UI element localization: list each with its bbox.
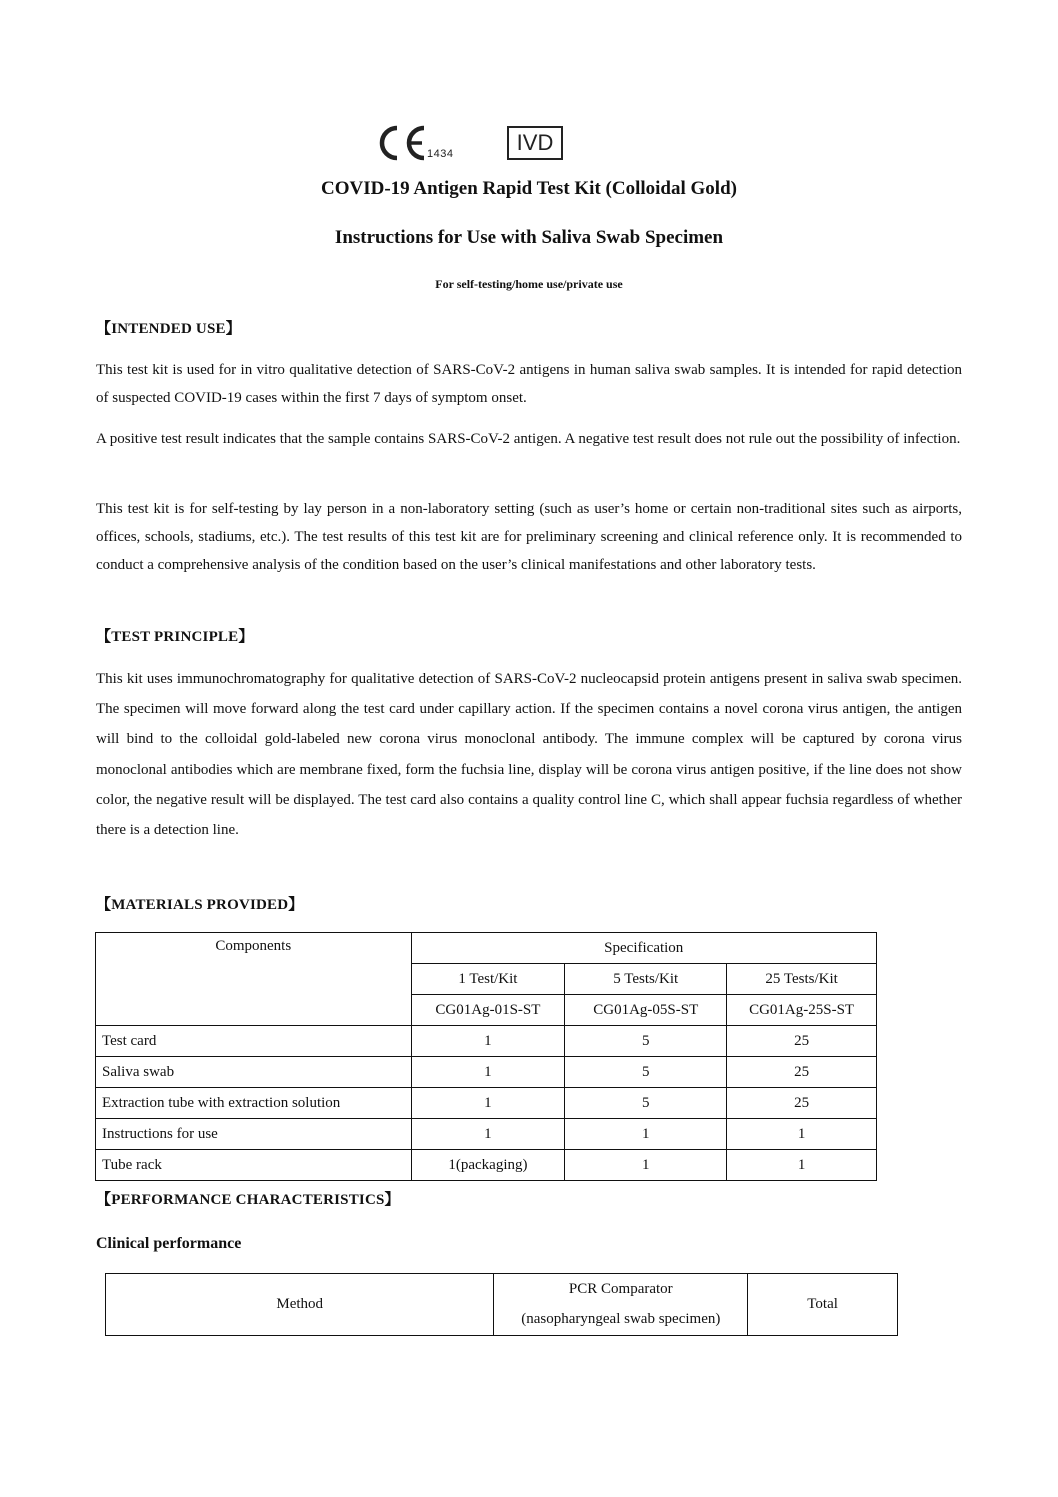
component-name-cell: Instructions for use bbox=[96, 1119, 412, 1150]
clinical-performance-subheading: Clinical performance bbox=[96, 1235, 242, 1252]
component-name-cell: Tube rack bbox=[96, 1150, 412, 1181]
quantity-cell: 25 bbox=[727, 1026, 877, 1057]
kit-size-cell: 5 Tests/Kit bbox=[565, 964, 727, 995]
table-row bbox=[96, 1057, 877, 1088]
intended-use-paragraph-3: This test kit is for self-testing by lay person in a non-laboratory setting (such as user’s home or certain non-traditional sites such as airports, offices, schools, stadiums, etc.). The test results of this test kit are for preliminary screening and clinical reference only. It is recommended to conduct a comprehensive analysis of the condition based on the user’s clinical manifestations and other laboratory tests. bbox=[96, 501, 962, 573]
quantity-cell: 1 bbox=[565, 1150, 727, 1181]
kit-size-cell: 25 Tests/Kit bbox=[727, 964, 877, 995]
component-name-cell: Test card bbox=[96, 1026, 412, 1057]
catalog-number-cell: CG01Ag-25S-ST bbox=[727, 995, 877, 1026]
regulatory-marks bbox=[373, 122, 573, 166]
quantity-cell: 1 bbox=[411, 1119, 565, 1150]
test-principle-heading: 【TEST PRINCIPLE】 bbox=[96, 629, 254, 645]
document-subtitle: Instructions for Use with Saliva Swab Specimen bbox=[334, 227, 724, 248]
ivd-symbol: IVD bbox=[507, 126, 563, 160]
table-row bbox=[96, 933, 877, 964]
intended-use-paragraph-2: A positive test result indicates that the sample contains SARS-CoV-2 antigen. A negative test result does not rule out the possibility of infection. bbox=[96, 431, 961, 447]
quantity-cell: 5 bbox=[565, 1026, 727, 1057]
table-row bbox=[96, 1088, 877, 1119]
component-name-cell: Extraction tube with extraction solution bbox=[96, 1088, 412, 1119]
total-header: Total bbox=[748, 1274, 898, 1336]
component-name-cell: Saliva swab bbox=[96, 1057, 412, 1088]
method-header: Method bbox=[106, 1274, 494, 1336]
notified-body-number: 1434 bbox=[427, 148, 454, 160]
catalog-number-cell: CG01Ag-01S-ST bbox=[411, 995, 565, 1026]
table-row bbox=[96, 1150, 877, 1181]
comparator-header-line-2: (nasopharyngeal swab specimen) bbox=[494, 1305, 748, 1336]
quantity-cell: 1 bbox=[411, 1026, 565, 1057]
intended-use-heading: 【INTENDED USE】 bbox=[96, 321, 241, 337]
usage-note: For self-testing/home use/private use bbox=[435, 277, 623, 291]
quantity-cell: 5 bbox=[565, 1057, 727, 1088]
quantity-cell: 25 bbox=[727, 1088, 877, 1119]
kit-size-cell: 1 Test/Kit bbox=[411, 964, 565, 995]
intended-use-paragraph-1: This test kit is used for in vitro qualitative detection of SARS-CoV-2 antigens in human saliva swab samples. It is intended for rapid detection of suspected COVID-19 cases within the first 7 days of symptom onset. bbox=[96, 362, 962, 406]
materials-heading: 【MATERIALS PROVIDED】 bbox=[96, 897, 304, 913]
components-header: Components bbox=[96, 933, 412, 1026]
quantity-cell: 1 bbox=[411, 1057, 565, 1088]
quantity-cell: 25 bbox=[727, 1057, 877, 1088]
quantity-cell: 1 bbox=[411, 1088, 565, 1119]
quantity-cell: 5 bbox=[565, 1088, 727, 1119]
catalog-number-cell: CG01Ag-05S-ST bbox=[565, 995, 727, 1026]
table-row bbox=[106, 1274, 898, 1305]
clinical-performance-table bbox=[105, 1273, 898, 1336]
table-row bbox=[96, 1119, 877, 1150]
quantity-cell: 1(packaging) bbox=[411, 1150, 565, 1181]
performance-heading: 【PERFORMANCE CHARACTERISTICS】 bbox=[96, 1192, 400, 1208]
quantity-cell: 1 bbox=[727, 1119, 877, 1150]
test-principle-paragraph: This kit uses immunochromatography for qualitative detection of SARS-CoV-2 nucleocapsid protein antigens present in saliva swab specimen. The specimen will move forward along the test card under capillary action. If the specimen contains a novel corona virus antigen, the antigen will bind to the colloidal gold-labeled new corona virus monoclonal antibody. The immune complex will be captured by corona virus monoclonal antibodies which are membrane fixed, form the fuchsia line, display will be corona virus antigen positive, if the line does not show color, the negative result will be displayed. The test card also contains a quality control line C, which shall appear fuchsia regardless of whether there is a detection line. bbox=[96, 671, 962, 839]
quantity-cell: 1 bbox=[727, 1150, 877, 1181]
quantity-cell: 1 bbox=[565, 1119, 727, 1150]
specification-header: Specification bbox=[411, 933, 877, 964]
document-title: COVID-19 Antigen Rapid Test Kit (Colloidal Gold) bbox=[321, 178, 737, 199]
materials-table bbox=[95, 932, 877, 1181]
comparator-header-line-1: PCR Comparator bbox=[494, 1274, 748, 1305]
table-row bbox=[96, 1026, 877, 1057]
